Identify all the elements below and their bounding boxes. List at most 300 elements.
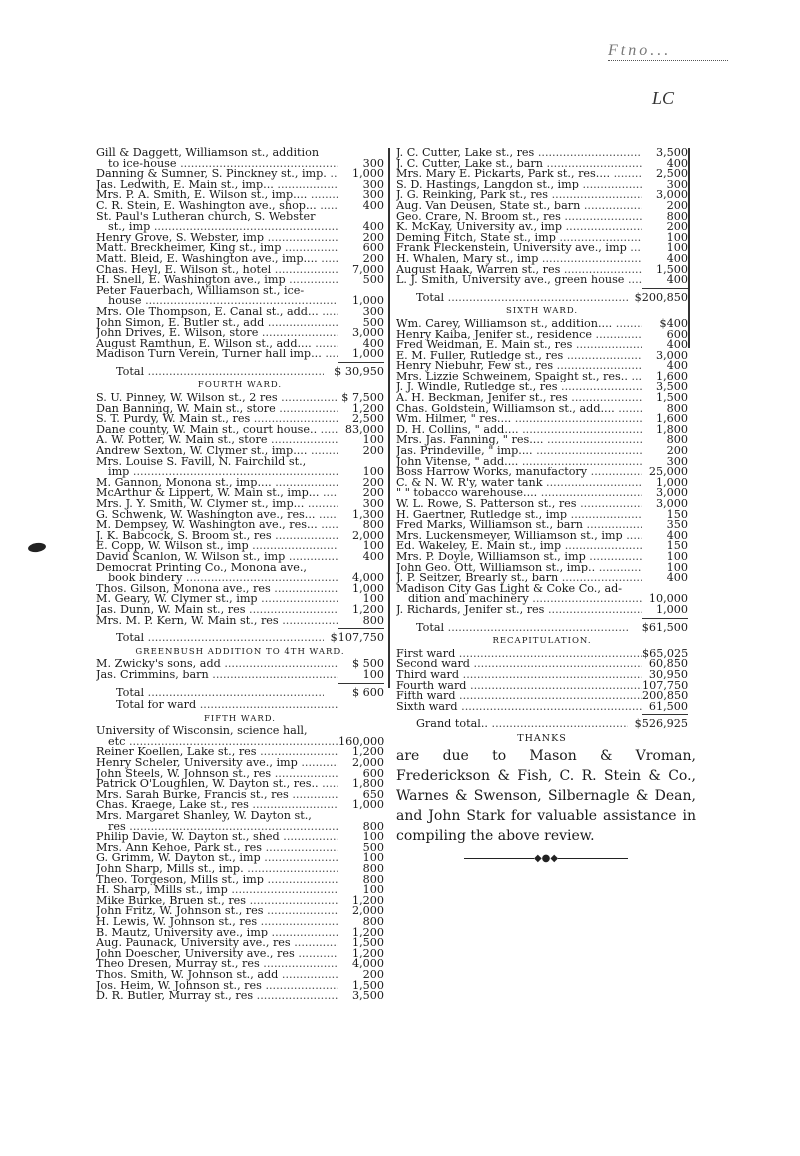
entry-amount: 1,500: [655, 391, 688, 405]
entry-amount: 1,500: [351, 936, 384, 950]
entry-amount: $ 7,500: [341, 391, 384, 405]
list-item: [396, 435, 688, 446]
list-item: [96, 978, 384, 992]
recapitulation-heading: RECAPITULATION.: [492, 636, 592, 647]
entry-amount: 100: [362, 592, 384, 606]
entry-amount: 1,300: [351, 507, 384, 521]
entry-name: Danning & Sumner, S. Pinckney st., imp. .....: [96, 169, 338, 180]
list-item: [396, 454, 688, 468]
entry-amount: 600: [362, 766, 384, 780]
entry-name: J. G. Reinking, Park st., res .....: [396, 190, 642, 201]
entry-amount: 150: [666, 507, 688, 521]
entry-amount: 500: [362, 315, 384, 329]
list-item: [96, 422, 384, 436]
entry-name: Third ward .....: [396, 670, 642, 681]
entry-name-cont: book bindery .....: [108, 573, 338, 584]
entry-name: H. Snell, E. Washington ave., imp .....: [96, 275, 338, 286]
entry-name: Mike Burke, Bruen st., res .....: [96, 896, 338, 907]
entry-name: Jas. Crimmins, barn .....: [96, 670, 338, 681]
entry-name: John Geo. Ott, Williamson st., imp.. .....: [396, 563, 642, 574]
entry-amount: 600: [666, 327, 688, 341]
list-item: [96, 779, 384, 790]
list-item: [96, 304, 384, 318]
entry-amount: 1,200: [351, 745, 384, 759]
entry-amount: 200: [362, 230, 384, 244]
list-item: [96, 435, 384, 446]
fourth-ward-list: [96, 393, 384, 626]
entry-amount: 100: [362, 883, 384, 897]
sum-rule: [338, 362, 384, 363]
list-item: [396, 414, 688, 425]
entry-amount: 400: [666, 251, 688, 265]
list-item: [96, 475, 384, 489]
list-item: [396, 475, 688, 489]
list-item: [96, 594, 384, 605]
list-item: [396, 251, 688, 265]
entry-name: Second ward .....: [396, 659, 642, 670]
entry-amount: 800: [362, 872, 384, 886]
list-item: [96, 177, 384, 191]
list-item: [396, 549, 688, 563]
entry-line2: [396, 594, 688, 605]
entry-name: H. Whalen, Mary st., imp .....: [396, 254, 642, 265]
list-item: [96, 230, 384, 244]
margin-scrawl: Ftno...: [608, 42, 728, 61]
list-item: [96, 393, 384, 404]
entry-name: First ward .....: [396, 649, 642, 660]
fifth-ward-total: Total ..... $200,850: [396, 293, 688, 304]
entry-amount: 800: [362, 518, 384, 532]
entry-name-cont: to ice-house .....: [108, 159, 338, 170]
list-item: [396, 230, 688, 244]
entry-amount: 100: [362, 667, 384, 681]
entry-name: Mrs. Mary E. Pickarts, Park st., res.... .....: [396, 169, 642, 180]
entry-name: Fourth ward .....: [396, 681, 642, 692]
ink-blot: [27, 542, 46, 553]
greenbush-total: Total ..... $ 600: [96, 688, 384, 699]
list-item: [96, 414, 384, 425]
entry-amount: 200: [666, 444, 688, 458]
entry-amount: 1,800: [351, 777, 384, 791]
entry-amount: 2,500: [655, 167, 688, 181]
fifth-ward-list: [96, 726, 384, 1001]
entry-amount: 200: [362, 967, 384, 981]
list-item: [396, 560, 688, 574]
list-item: [396, 699, 688, 713]
greenbush-list: [96, 659, 384, 680]
list-item: [96, 528, 384, 542]
entry-amount: 300: [362, 156, 384, 170]
entry-name: J. K. Babcock, S. Broom st., res .....: [96, 531, 338, 542]
entry-amount: 800: [362, 819, 384, 833]
entry-name-line1: Mrs. Louise S. Favill, N. Fairchild st.,: [96, 454, 307, 468]
list-item: [396, 177, 688, 191]
entry-name: Mrs. Luckensmeyer, Williamson st., imp .....: [396, 531, 642, 542]
entry-amount: 1,200: [351, 401, 384, 415]
list-item: [396, 488, 688, 499]
list-item: [96, 315, 384, 329]
entry-name: J. C. Cutter, Lake st., res .....: [396, 148, 642, 159]
entry-amount: 300: [666, 177, 688, 191]
entry-name: August Haak, Warren st., res .....: [396, 265, 642, 276]
list-item: [96, 454, 384, 479]
margin-initials: LC: [652, 88, 675, 108]
entry-amount: 400: [666, 528, 688, 542]
entry-name: M. Gannon, Monona st., imp.... .....: [96, 478, 338, 489]
list-item: [396, 156, 688, 170]
list-item: [96, 401, 384, 415]
entry-name: Deming Fitch, State st., imp .....: [396, 233, 642, 244]
entry-amount: 7,000: [351, 262, 384, 276]
list-item: [96, 832, 384, 843]
list-item: [96, 959, 384, 970]
list-item: [396, 393, 688, 404]
entry-name-cont: dition and machinery .....: [408, 594, 642, 605]
list-item: [396, 275, 688, 286]
entry-name: John Doescher, University ave., res .....: [96, 949, 338, 960]
list-item: [396, 198, 688, 212]
entry-amount: 400: [666, 338, 688, 352]
right-margin-rule: [688, 148, 690, 348]
list-item: [96, 499, 384, 510]
entry-amount: 30,950: [648, 667, 688, 681]
entry-amount: 150: [666, 539, 688, 553]
list-item: [96, 602, 384, 616]
list-item: [396, 520, 688, 531]
entry-name: H. Sharp, Mills st., imp .....: [96, 885, 338, 896]
list-item: [396, 422, 688, 436]
entry-amount: 2,000: [351, 528, 384, 542]
entry-name: S. T. Purdy, W. Main st., res .....: [96, 414, 338, 425]
list-item: [96, 872, 384, 886]
entry-name: Jos. Heim, W. Johnson st., res .....: [96, 981, 338, 992]
entry-name: Henry Grove, S. Webster, imp .....: [96, 233, 338, 244]
entry-name: W. L. Rowe, S. Patterson st., res .....: [396, 499, 642, 510]
list-item: [96, 864, 384, 875]
entry-amount: 400: [362, 198, 384, 212]
list-item: [396, 581, 688, 606]
list-item: [96, 840, 384, 854]
entry-amount: 100: [362, 465, 384, 479]
fourth-ward-heading: FOURTH WARD.: [197, 380, 283, 391]
entry-amount: 3,000: [655, 497, 688, 510]
list-item: [96, 726, 384, 747]
list-item: [396, 541, 688, 552]
entry-name-line1: St. Paul's Lutheran church, S. Webster: [96, 209, 316, 223]
list-item: [96, 967, 384, 981]
entry-amount: 100: [362, 851, 384, 865]
entry-name: Fifth ward .....: [396, 691, 642, 702]
entry-amount: 200: [362, 444, 384, 458]
entry-amount: 1,600: [655, 412, 688, 426]
list-item: [396, 348, 688, 362]
list-item: [96, 811, 384, 832]
entry-name: G. Grimm, W. Dayton st., imp .....: [96, 853, 338, 864]
entry-name: D. H. Collins, " add.... .....: [396, 425, 642, 436]
entry-name: John Fritz, W. Johnson st., res .....: [96, 906, 338, 917]
entry-amount: $65,025: [642, 646, 689, 660]
entry-amount: 3,500: [655, 380, 688, 394]
entry-name: McArthur & Lippert, W. Main st., imp... .....: [96, 488, 338, 499]
entry-name: C. & N. W. R'y, water tank .....: [396, 478, 642, 489]
list-item: [396, 316, 688, 330]
list-item: [396, 401, 688, 415]
list-item: [96, 262, 384, 276]
list-item: [96, 541, 384, 552]
list-item: [96, 243, 384, 254]
entry-amount: 100: [666, 560, 688, 574]
list-item: [396, 467, 688, 478]
entry-amount: 800: [666, 401, 688, 415]
entry-amount: 3,000: [351, 326, 384, 340]
list-item: [96, 169, 384, 180]
entry-name: Mrs. Ole Thompson, E. Canal st., add... .....: [96, 307, 338, 318]
list-item: [96, 349, 384, 360]
list-item: [396, 209, 688, 223]
entry-amount: 200: [666, 198, 688, 212]
entry-amount: $ 500: [351, 657, 384, 671]
entry-amount: 400: [362, 336, 384, 350]
entry-name: E. M. Fuller, Rutledge st., res .....: [396, 351, 642, 362]
entry-name: Fred Marks, Williamson st., barn .....: [396, 520, 642, 531]
entry-amount: 1,800: [655, 422, 688, 436]
entry-line2: [96, 573, 384, 584]
entry-amount: 1,200: [351, 602, 384, 616]
entry-name: A. H. Beckman, Jenifer st., res .....: [396, 393, 642, 404]
entry-name: S. D. Hastings, Langdon st., imp .....: [396, 180, 642, 191]
entry-name: Dan Banning, W. Main st., store .....: [96, 404, 338, 415]
entry-amount: 160,000: [338, 734, 385, 748]
entry-amount: 300: [362, 188, 384, 202]
entry-amount: 1,000: [655, 475, 688, 489]
list-item: [396, 499, 688, 510]
entry-line2: [96, 734, 385, 748]
list-item: [96, 787, 384, 801]
entry-name: Jas. Ledwith, E. Main st., imp... .....: [96, 180, 338, 191]
entry-amount: 200: [362, 475, 384, 489]
entry-amount: 25,000: [648, 465, 688, 479]
entry-line2: [96, 222, 384, 233]
list-item: [96, 209, 384, 234]
list-item: [96, 148, 384, 169]
list-item: [96, 659, 384, 670]
entry-name: E. Copp, W. Wilson st., imp .....: [96, 541, 338, 552]
right-column: [396, 146, 696, 865]
entry-amount: $400: [659, 316, 688, 330]
entry-amount: 500: [362, 840, 384, 854]
entry-name: S. U. Pinney, W. Wilson st., 2 res .....: [96, 393, 338, 404]
recap-list: [396, 646, 689, 713]
entry-amount: 1,200: [351, 893, 384, 907]
list-item: [396, 507, 688, 521]
third-ward-list: [96, 148, 384, 360]
entry-amount: 1,000: [655, 602, 688, 616]
entry-name: Aug. Van Deusen, State st., barn .....: [396, 201, 642, 212]
entry-amount: 100: [666, 549, 688, 563]
entry-name: Jas. Prindeville, " imp.... .....: [396, 446, 642, 457]
entry-name: Henry Scheler, University ave., imp .....: [96, 758, 338, 769]
list-item: [396, 148, 688, 159]
entry-name: J. Richards, Jenifer st., res .....: [396, 605, 642, 616]
entry-amount: 650: [362, 787, 384, 801]
entry-line2: [96, 819, 384, 833]
list-item: [96, 488, 384, 499]
fifth-ward-heading: FIFTH WARD.: [203, 713, 276, 724]
list-item: [396, 446, 688, 457]
entry-name: Mrs. Jas. Fanning, " res.... .....: [396, 435, 642, 446]
entry-name: J. P. Seitzer, Brearly st., barn .....: [396, 573, 642, 584]
entry-name: Chas. Goldstein, Williamson st., add.... .....: [396, 404, 642, 415]
entry-amount: 300: [362, 177, 384, 191]
list-item: [96, 328, 384, 339]
list-item: [96, 766, 384, 780]
entry-name-line1: Madison City Gas Light & Coke Co., ad-: [396, 581, 623, 595]
sum-rule: [338, 683, 384, 684]
column-divider: [388, 148, 390, 688]
entry-amount: 800: [362, 613, 384, 627]
entry-name-cont: st., imp .....: [108, 222, 338, 233]
thanks-paragraph: are due to Mason & Vroman, Frederickson & Fish, C. R. Stein & Co., Warnes & Swenson, Silbernagle & Dean, and John Stark for valuable assistance in compiling the above review.: [396, 748, 696, 845]
entry-amount: 60,850: [648, 657, 688, 671]
entry-amount: 1,200: [351, 925, 384, 939]
list-item: [396, 369, 688, 383]
entry-name: Reiner Koellen, Lake st., res .....: [96, 747, 338, 758]
entry-name: Theo Dresen, Murray st., res .....: [96, 959, 338, 970]
entry-name: " " tobacco warehouse.... .....: [396, 488, 642, 499]
entry-name: Fred Weidman, E. Main st., res .....: [396, 340, 642, 351]
entry-name: Boss Harrow Works, manufactory .....: [396, 467, 642, 478]
entry-amount: 1,000: [351, 167, 384, 181]
entry-name: Thos. Smith, W. Johnson st., add .....: [96, 970, 338, 981]
entry-name: Madison Turn Verein, Turner hall imp... .....: [96, 349, 338, 360]
entry-amount: 1,200: [351, 946, 384, 960]
entry-name: G. Schwenk, W. Washington ave., res... .....: [96, 510, 338, 521]
entry-amount: 400: [666, 273, 688, 287]
entry-amount: 10,000: [648, 592, 688, 606]
entry-name-cont: house .....: [108, 296, 338, 307]
entry-amount: 3,000: [655, 188, 688, 202]
list-item: [96, 758, 384, 769]
entry-name: John Drives, E. Wilson, store .....: [96, 328, 338, 339]
list-item: [396, 340, 688, 351]
entry-amount: 3,000: [655, 486, 688, 500]
entry-name: Geo. Crare, N. Broom st., res .....: [396, 212, 642, 223]
entry-name: H. Gaertner, Rutledge st., imp .....: [396, 510, 642, 521]
entry-amount: 800: [362, 914, 384, 928]
entry-name: Aug. Paunack, University ave., res .....: [96, 938, 338, 949]
entry-name: John Simon, E. Butler st., add .....: [96, 318, 338, 329]
entry-name: Chas. Kraege, Lake st., res .....: [96, 800, 338, 811]
entry-amount: 107,750: [642, 678, 689, 692]
greenbush-heading: GREENBUSH ADDITION TO 4TH WARD.: [135, 646, 345, 657]
entry-name: B. Mautz, University ave., imp .....: [96, 928, 338, 939]
list-item: [96, 747, 384, 758]
list-item: [96, 946, 384, 960]
list-item: [396, 243, 688, 254]
entry-name: Matt. Bleid, E. Washington ave., imp.... .....: [96, 254, 338, 265]
entry-name: Sixth ward .....: [396, 702, 642, 713]
sum-rule: [642, 714, 688, 715]
entry-name: Matt. Breckheimer, King st., imp .....: [96, 243, 338, 254]
entry-amount: 100: [666, 241, 688, 255]
entry-amount: 300: [362, 497, 384, 510]
total-for-ward: Total for ward .....: [96, 700, 384, 711]
list-item: [96, 581, 384, 595]
entry-name-cont: etc .....: [108, 737, 338, 748]
entry-amount: 1,600: [655, 369, 688, 383]
list-item: [96, 906, 384, 917]
entry-name: M. Geary, W. Clymer st., imp .....: [96, 594, 338, 605]
entry-amount: 83,000: [344, 422, 384, 436]
fourth-ward-total: Total ..... $107,750: [96, 633, 384, 644]
entry-name: Mrs. J. Y. Smith, W. Clymer st., imp... .....: [96, 499, 338, 510]
entry-amount: 400: [666, 359, 688, 373]
entry-line2: [96, 296, 384, 307]
entry-name: J. J. Windle, Rutledge st., res .....: [396, 382, 642, 393]
entry-name: Wm. Carey, Williamson st., addition.... .....: [396, 319, 642, 330]
list-item: [96, 613, 384, 627]
entry-amount: 800: [666, 209, 688, 223]
entry-amount: 3,500: [655, 146, 688, 159]
list-item: [396, 361, 688, 372]
entry-name: John Vitense, " add.... .....: [396, 457, 642, 468]
entry-name: Frank Fleckenstein, University ave., imp .....: [396, 243, 642, 254]
entry-name: L. J. Smith, University ave., green house .....: [396, 275, 642, 286]
entry-name: David Scanlon, W. Wilson st., imp .....: [96, 552, 338, 563]
fifth-ward-cont-list: [396, 148, 688, 286]
entry-amount: 3,500: [351, 989, 384, 1003]
entry-amount: 1,000: [351, 294, 384, 308]
sum-rule: [338, 628, 384, 629]
entry-name: Mrs. Ann Kehoe, Park st., res .....: [96, 843, 338, 854]
list-item: [96, 991, 384, 1002]
sum-rule: [642, 288, 688, 289]
entry-name: Patrick O'Loughlen, W. Dayton st., res.. .....: [96, 779, 338, 790]
entry-name: M. Dempsey, W. Washington ave., res... .....: [96, 520, 338, 531]
entry-amount: 500: [362, 273, 384, 287]
list-item: [396, 691, 688, 702]
entry-name: Philip Davie, W. Dayton st., shed .....: [96, 832, 338, 843]
list-item: [396, 327, 688, 341]
list-item: [396, 169, 688, 180]
entry-amount: 100: [666, 230, 688, 244]
entry-amount: 300: [666, 454, 688, 468]
entry-line2: [96, 467, 384, 478]
list-item: [96, 667, 384, 681]
entry-name: Mrs. Sarah Burke, Francis st., res .....: [96, 790, 338, 801]
list-item: [96, 507, 384, 521]
entry-name: John Steels, W. Johnson st., res .....: [96, 769, 338, 780]
sixth-ward-list: [396, 316, 688, 616]
list-item: [396, 646, 689, 660]
entry-amount: 200: [362, 486, 384, 500]
entry-name-cont: imp .....: [108, 467, 338, 478]
entry-name: J. C. Cutter, Lake st., barn .....: [396, 159, 642, 170]
list-item: [396, 222, 688, 233]
entry-amount: 1,000: [351, 798, 384, 812]
sixth-ward-heading: SIXTH WARD.: [505, 306, 579, 317]
grand-total: Grand total.. ..... $526,925: [396, 719, 688, 730]
list-item: [96, 938, 384, 949]
list-item: [96, 853, 384, 864]
entry-amount: 200: [362, 251, 384, 265]
entry-name: K. McKay, University av., imp .....: [396, 222, 642, 233]
entry-name: Mrs. P. A. Smith, E. Wilson st., imp.... .....: [96, 190, 338, 201]
entry-name: A. W. Potter, W. Main st., store .....: [96, 435, 338, 446]
entry-amount: 4,000: [351, 957, 384, 971]
sixth-ward-total: Total ..... $61,500: [396, 623, 688, 634]
list-item: [96, 190, 384, 201]
